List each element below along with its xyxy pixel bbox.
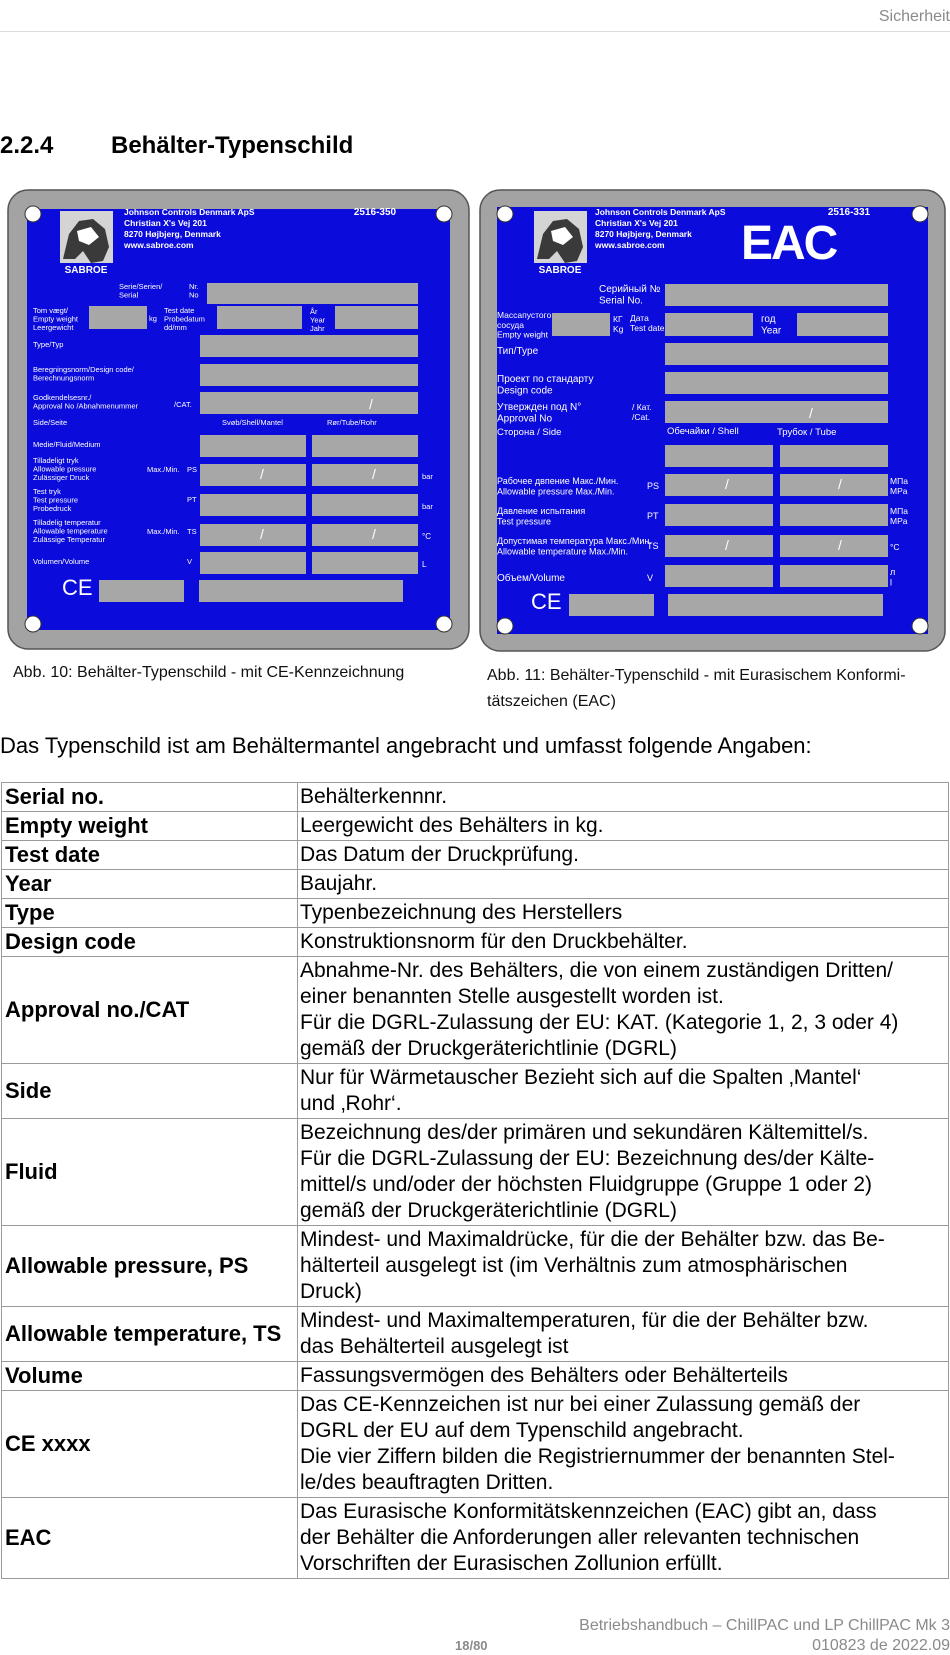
footer-doc-title: Betriebshandbuch – ChillPAC und LP ChillPAC Mk 3 bbox=[579, 1617, 950, 1634]
field-name-cell: Year bbox=[2, 870, 298, 899]
table-row bbox=[2, 1307, 949, 1362]
label-tube: Rør/Tube/Rohr bbox=[327, 418, 377, 427]
label-shell: Svøb/Shell/Mantel bbox=[222, 418, 283, 427]
label-cat: /CAT. bbox=[174, 400, 192, 409]
table-row bbox=[2, 1498, 949, 1579]
label-type: Type/Typ bbox=[33, 340, 64, 349]
slash: / bbox=[838, 476, 842, 492]
field-pt-tube bbox=[312, 494, 418, 516]
label-cat: / Кат. /Cat. bbox=[632, 402, 652, 422]
field-empty-weight bbox=[89, 306, 147, 329]
label-volume: Volumen/Volume bbox=[33, 557, 90, 566]
field-name-cell: Side bbox=[2, 1064, 298, 1119]
slash: / bbox=[372, 466, 376, 482]
company-line: 8270 Højbjerg, Denmark bbox=[124, 229, 221, 239]
slash: / bbox=[260, 466, 264, 482]
label-kg: kg bbox=[149, 314, 157, 323]
slash: / bbox=[372, 526, 376, 542]
table-row bbox=[2, 1362, 949, 1391]
section-number: 2.2.4 bbox=[0, 132, 54, 159]
field-ts-tube bbox=[780, 535, 888, 557]
field-vol-tube bbox=[312, 552, 418, 574]
field-name-cell: Fluid bbox=[2, 1119, 298, 1226]
label-date: Дата Test date bbox=[630, 313, 665, 333]
field-description-cell: Das Eurasische Konformitätskennzeichen (EAC) gibt an, dass der Behälter die Anforderungen aller relevanten technischen Vorschriften der Eurasischen Zollunion erfüllt. bbox=[298, 1498, 949, 1579]
label-bar: bar bbox=[422, 472, 433, 481]
field-serial bbox=[665, 284, 888, 306]
table-row bbox=[2, 957, 949, 1064]
field-pt-shell bbox=[200, 494, 306, 516]
brand-label: SABROE bbox=[64, 265, 108, 276]
company-line: Christian X's Vej 201 bbox=[595, 218, 678, 228]
field-ps-shell bbox=[665, 474, 773, 496]
field-description-cell: Fassungsvermögen des Behälters oder Behälterteils bbox=[298, 1362, 949, 1391]
field-name-cell: Allowable temperature, TS bbox=[2, 1307, 298, 1362]
field-description-cell: Bezeichnung des/der primären und sekundären Kältemittel/s. Für die DGRL-Zulassung der EU: Bezeichnung des/der Kälte- mittel/s und/oder der höchsten Fluidgruppe (Gruppe 1 oder 2) gemäß der Druckgeräterichtlinie (DGRL) bbox=[298, 1119, 949, 1226]
nameplate-eac-figure bbox=[479, 189, 946, 652]
field-name-cell: CE xxxx bbox=[2, 1391, 298, 1498]
label-degc: °C bbox=[890, 542, 900, 552]
label-v: V bbox=[647, 573, 654, 583]
label-degc: °C bbox=[422, 532, 431, 541]
label-ts: TS bbox=[647, 541, 659, 551]
slash: / bbox=[369, 396, 373, 412]
mount-hole bbox=[912, 618, 928, 634]
eac-mark: EAC bbox=[741, 217, 837, 270]
field-type bbox=[665, 343, 888, 365]
field-description-cell: Das CE-Kennzeichen ist nur bei einer Zulassung gemäß der DGRL der EU auf dem Typenschild angebracht. Die vier Ziffern bilden die Registriernummer der benannten Stel- le/des beauftragten Dritten. bbox=[298, 1391, 949, 1498]
label-mpa: МПа MPa bbox=[890, 506, 908, 526]
label-design: Beregningsnorm/Design code/ Berechnungsnorm bbox=[33, 365, 134, 383]
slash: / bbox=[725, 537, 729, 553]
page-number: 18/80 bbox=[455, 1638, 488, 1653]
label-temperature: Tilladelig temperatur Allowable temperature Zulässige Temperatur bbox=[33, 518, 108, 545]
footer-doc-id: 010823 de 2022.09 bbox=[812, 1637, 950, 1654]
field-bottom bbox=[199, 580, 403, 602]
field-vol-shell bbox=[200, 552, 306, 574]
label-empty-weight: Tom vægt/ Empty weight Leergewicht bbox=[33, 306, 79, 333]
label-side: Сторона / Side bbox=[497, 427, 562, 438]
header-section-name: Sicherheit bbox=[878, 8, 950, 25]
field-description-cell: Mindest- und Maximaltemperaturen, für die der Behälter bzw. das Behälterteil ausgelegt ist bbox=[298, 1307, 949, 1362]
label-pt: PT bbox=[647, 511, 659, 521]
label-tube: Трубок / Tube bbox=[777, 427, 837, 438]
field-ce-number bbox=[99, 580, 184, 602]
label-kg: КГ Kg bbox=[613, 314, 624, 334]
label-test-pressure: Test tryk Test pressure Probedruck bbox=[33, 487, 79, 514]
field-ps-shell bbox=[200, 464, 306, 486]
field-empty-weight bbox=[552, 313, 610, 336]
label-ps: PS bbox=[647, 481, 660, 491]
label-side: Side/Seite bbox=[33, 418, 68, 427]
label-pressure: Рабочее двпение Макс./Мин. Allowable pressure Max./Min. bbox=[497, 476, 619, 497]
mount-hole bbox=[497, 206, 513, 222]
label-year: År Year Jahr bbox=[310, 307, 326, 334]
field-name-cell: Type bbox=[2, 899, 298, 928]
mount-hole bbox=[497, 618, 513, 634]
label-l: L bbox=[422, 560, 427, 569]
field-name-cell: Test date bbox=[2, 841, 298, 870]
label-bar: bar bbox=[422, 502, 433, 511]
label-nr: Nr. No bbox=[189, 282, 199, 300]
slash: / bbox=[838, 537, 842, 553]
field-vol-shell bbox=[665, 565, 773, 587]
field-fluid-tube bbox=[780, 445, 888, 467]
field-test-date bbox=[665, 313, 753, 336]
field-ps-tube bbox=[780, 474, 888, 496]
field-ts-shell bbox=[200, 524, 306, 546]
label-medie: Medie/Fluid/Medium bbox=[33, 440, 101, 449]
brand-label: SABROE bbox=[538, 265, 582, 276]
field-name-cell: Design code bbox=[2, 928, 298, 957]
label-pressure: Tilladeligt tryk Allowable pressure Zulässiger Druck bbox=[33, 456, 97, 483]
field-description-cell: Konstruktionsnorm für den Druckbehälter. bbox=[298, 928, 949, 957]
label-pt: PT bbox=[187, 495, 197, 504]
label-approval: Утвержден под N° Approval No bbox=[497, 402, 582, 425]
field-description-cell: Das Datum der Druckprüfung. bbox=[298, 841, 949, 870]
field-description-cell: Behälterkennnr. bbox=[298, 783, 949, 812]
label-mass: Массапустого сосуда Empty weight bbox=[497, 310, 552, 340]
table-row bbox=[2, 1064, 949, 1119]
company-line: www.sabroe.com bbox=[595, 240, 665, 250]
field-name-cell: Allowable pressure, PS bbox=[2, 1226, 298, 1307]
field-approval bbox=[200, 392, 418, 414]
label-v: V bbox=[187, 557, 193, 566]
label-mpa: МПа MPa bbox=[890, 476, 908, 496]
field-name-cell: Approval no./CAT bbox=[2, 957, 298, 1064]
field-ps-tube bbox=[312, 464, 418, 486]
field-test-date bbox=[217, 306, 302, 329]
figure-caption-10: Abb. 10: Behälter-Typenschild - mit CE-Kennzeichnung bbox=[13, 664, 405, 681]
label-year: год Year bbox=[761, 314, 782, 337]
plate-code: 2516-350 bbox=[353, 207, 397, 218]
label-ts: TS bbox=[187, 527, 197, 536]
label-maxmin: Max./Min. bbox=[147, 465, 180, 474]
field-description-cell: Leergewicht des Behälters in kg. bbox=[298, 812, 949, 841]
field-ce-number bbox=[569, 594, 654, 616]
slash: / bbox=[809, 405, 813, 421]
section-title: Behälter-Typenschild bbox=[111, 132, 354, 159]
nameplate-fields-table bbox=[1, 782, 949, 1579]
nameplate-ce-figure bbox=[7, 189, 470, 650]
company-line: www.sabroe.com bbox=[124, 240, 194, 250]
label-test-date: Test date Probedatum dd/mm bbox=[164, 306, 205, 333]
label-design: Проект по стандарту Design code bbox=[497, 374, 594, 397]
field-name-cell: Empty weight bbox=[2, 812, 298, 841]
field-name-cell: EAC bbox=[2, 1498, 298, 1579]
field-year bbox=[797, 313, 888, 336]
label-serial: Serie/Serien/ Serial bbox=[119, 282, 163, 300]
label-shell: Обечайки / Shell bbox=[667, 426, 739, 437]
mount-hole bbox=[25, 206, 41, 222]
header-divider bbox=[0, 31, 950, 32]
label-temperature: Допустимая температура Макс./Мин. Allowable temperature Max./Min. bbox=[497, 536, 652, 557]
table-row bbox=[2, 928, 949, 957]
company-line: Johnson Controls Denmark ApS bbox=[124, 207, 255, 217]
figure-caption-11: Abb. 11: Behälter-Typenschild - mit Eurasischem Konformi-tätszeichen (EAC) bbox=[487, 667, 906, 710]
field-fluid-shell bbox=[200, 435, 306, 457]
field-fluid-shell bbox=[665, 445, 773, 467]
table-row bbox=[2, 783, 949, 812]
field-year bbox=[335, 306, 418, 329]
field-ts-shell bbox=[665, 535, 773, 557]
field-name-cell: Volume bbox=[2, 1362, 298, 1391]
plate-code: 2516-331 bbox=[827, 207, 871, 218]
slash: / bbox=[725, 476, 729, 492]
sabroe-logo bbox=[534, 211, 587, 276]
field-type bbox=[200, 335, 418, 357]
label-maxmin: Max./Min. bbox=[147, 527, 180, 536]
field-description-cell: Baujahr. bbox=[298, 870, 949, 899]
field-approval bbox=[665, 401, 888, 423]
ce-mark: CE bbox=[531, 589, 562, 614]
mount-hole bbox=[25, 616, 41, 632]
field-pt-tube bbox=[780, 504, 888, 526]
field-name-cell: Serial no. bbox=[2, 783, 298, 812]
field-description-cell: Nur für Wärmetauscher Bezieht sich auf die Spalten ‚Mantel‘ und ‚Rohr‘. bbox=[298, 1064, 949, 1119]
field-description-cell: Mindest- und Maximaldrücke, für die der Behälter bzw. das Be- hälterteil ausgelegt ist (im Verhältnis zum atmosphärischen Druck) bbox=[298, 1226, 949, 1307]
table-row bbox=[2, 899, 949, 928]
mount-hole bbox=[436, 206, 452, 222]
field-bottom bbox=[668, 594, 883, 616]
table-row bbox=[2, 1119, 949, 1226]
label-type: Тип/Type bbox=[497, 346, 539, 357]
field-design bbox=[200, 364, 418, 386]
label-test-pressure: Давление испытания Test pressure bbox=[497, 506, 586, 527]
intro-paragraph: Das Typenschild ist am Behältermantel angebracht und umfasst folgende Angaben: bbox=[0, 733, 812, 758]
company-line: Christian X's Vej 201 bbox=[124, 218, 207, 228]
field-pt-shell bbox=[665, 504, 773, 526]
field-design bbox=[665, 372, 888, 394]
field-ts-tube bbox=[312, 524, 418, 546]
company-line: 8270 Højbjerg, Denmark bbox=[595, 229, 692, 239]
label-approval: Godkendelsesnr./ Approval No /Abnahmenummer bbox=[33, 393, 139, 411]
table-row bbox=[2, 841, 949, 870]
table-row bbox=[2, 1391, 949, 1498]
field-fluid-tube bbox=[312, 435, 418, 457]
mount-hole bbox=[436, 616, 452, 632]
field-description-cell: Abnahme-Nr. des Behälters, die von einem zuständigen Dritten/ einer benannten Stelle ausgestellt worden ist. Für die DGRL-Zulassung der EU: KAT. (Kategorie 1, 2, 3 oder 4) gemäß der Druckgeräterichtlinie (DGRL) bbox=[298, 957, 949, 1064]
label-serial: Серийный № Serial No. bbox=[599, 284, 661, 307]
mount-hole bbox=[912, 206, 928, 222]
sabroe-logo bbox=[60, 211, 113, 276]
label-l: л l bbox=[890, 567, 896, 588]
label-volume: Объем/Volume bbox=[497, 573, 565, 584]
table-row bbox=[2, 812, 949, 841]
table-row bbox=[2, 1226, 949, 1307]
field-description-cell: Typenbezeichnung des Herstellers bbox=[298, 899, 949, 928]
field-vol-tube bbox=[780, 565, 888, 587]
slash: / bbox=[260, 526, 264, 542]
table-row bbox=[2, 870, 949, 899]
field-serial bbox=[207, 283, 418, 304]
company-line: Johnson Controls Denmark ApS bbox=[595, 207, 726, 217]
label-ps: PS bbox=[187, 465, 198, 474]
ce-mark: CE bbox=[62, 575, 93, 600]
